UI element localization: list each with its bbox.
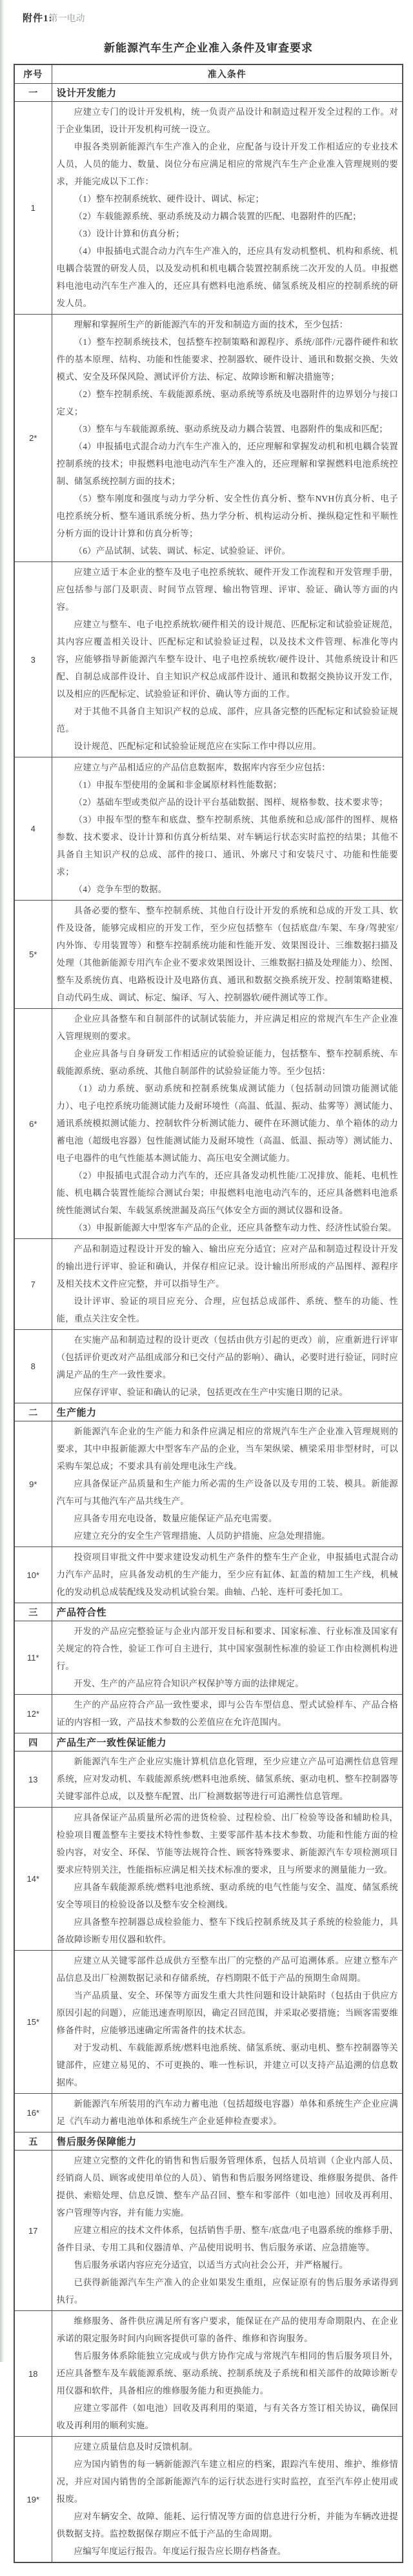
paragraph: 应建立充分的安全生产管理措施、人员防护措施、应急处理措施。 [74, 1531, 330, 1541]
table-header-condition: 准入条件 [52, 64, 403, 84]
item-row [14, 102, 403, 315]
watermark-text: 第一电动 [48, 14, 85, 24]
item-row [14, 1421, 403, 1547]
paragraph: 具备必要的整车、整车控制系统、其他自行设计开发的系统和总成的开发工具、软件及设备，能够完成相应的开发工作，至少应包括整车（包括底盘/车架、车身/驾驶室/内外饰、专用装置等）和整车控制系统功能和性能开发、效果图设计、三维数据扫描及处理（其他新能源专用汽车企业不要求效果图设计、三维数据扫描及处理能力）、绘图、整车及系统仿真、电路板设计及电路仿真、通讯和数据交换系统开发、控制策略建模、自动代码生成、调试、标定、编译、写入、控制器软/硬件测试等工作。 [56, 906, 398, 1002]
row-content [52, 315, 403, 562]
row-content [52, 1621, 403, 1695]
paragraph: 应建立零部件（如电池）回收及再利用的渠道，与有关各方签订相关协议，确保回收及再利用的顺利实施。 [56, 2403, 398, 2430]
paragraph: 应具备专用充电设备，数量应能保证产品充电需要。 [74, 1514, 277, 1523]
item-row [14, 1951, 403, 2094]
paragraph: 对于发动机、车载能源系统/燃料电池系统、储氢系统、驱动电机、整车控制器等关键部件，应建立易见的、不可更换的、唯一性标识，并建立可以支持产品追溯的信息数据库。 [56, 2043, 398, 2087]
paragraph: 新能源汽车企业的生产能力和条件应满足相应的常规汽车生产企业准入管理规则的要求，其中申报新能源大中型客车产品的企业，当车架纵梁、横梁采用非型材时，可以采购车架总成；不要求具有前处理电泳生产线。 [56, 1427, 398, 1471]
paragraph: 新能源汽车所装用的汽车动力蓄电池（包括超级电容器）单体和系统生产企业应满足《汽车动力蓄电池单体和系统生产企业延伸检查要求》。 [56, 2099, 398, 2126]
paragraph: （3）申报车型的整车和底盘、整车控制系统、其他系统和总成/部件的图样、规格参数、技术要求、设计计算和仿真分析结果、对车辆运行状态实时监控的结果；其他不具备自主知识产权的总成、部件的接口、通讯、外廓尺寸和安装尺寸、功能和性能要求； [56, 815, 398, 877]
row-content [52, 102, 403, 315]
paragraph: 售后服务承诺内容应充分适宜，以适当方式向社会公开，并严格履行。 [74, 2260, 348, 2270]
row-number: 1 [14, 102, 52, 315]
row-content: 售后服务保障能力 [52, 2132, 403, 2151]
row-number: 3 [14, 562, 52, 757]
section-row [14, 2132, 403, 2151]
row-content [52, 1751, 403, 1808]
paragraph: 应编写年度运行报告。年度运行报告应长期存档备查。 [74, 2546, 287, 2556]
item-row [14, 1330, 403, 1403]
row-number: 二 [14, 1403, 52, 1421]
paragraph: （2）基础车型或类似产品的设计平台基础数据、图样、规格参数、技术要求等； [74, 797, 388, 807]
section-row [14, 1403, 403, 1421]
section-row [14, 84, 403, 102]
row-number: 三 [14, 1603, 52, 1621]
paragraph: 当产品质量、安全、环保等方面发生重大共性问题和设计缺陷时（包括由于供应方原因引起的问题），应能迅速查明原因，确定召回范围，并采取必要措施；当顾客需要维修备件时，应能够迅速确定所需备件的技术状态。 [56, 1991, 398, 2035]
paragraph: （3）申报新能源大中型客车产品的企业，还应具备整车动力性、经济性试验台架。 [74, 1223, 397, 1233]
row-number: 6* [14, 1009, 52, 1239]
paragraph: （1）动力系统、驱动系统和控制系统集成测试能力（包括制动回馈功能测试能力）、电子电控系统功能测试能力及耐环境性（高温、低温、振动、盐雾等）测试能力、通讯系统模拟测试能力、控制软件分析测试能力、硬件在环测试能力、单个箱体的动力蓄电池（超级电容器）包性能测试能力及耐环境性（高温、低温、振动等）测试能力、电子电器件的电气性能基本测试能力、高压电安全测试能力。 [56, 1084, 398, 1163]
item-row [14, 2151, 403, 2311]
paragraph: （6）产品试制、试装、调试、标定、试验验证、评价。 [74, 546, 291, 556]
item-row [14, 1808, 403, 1951]
row-number: 16* [14, 2094, 52, 2132]
table-header-no: 序号 [14, 64, 52, 84]
paragraph: 应建立完整的文件化的销售和售后服务管理体系，包括人员培训（企业内部人员、经销商人员、顾客或使用单位的人员）、销售和售后服务网络建设、维修服务提供、备件提供、索赔处理、信息反馈、整车产品召回、整车和零部件（如电池）回收及再利用、客户管理等内容，并有能力实施。 [56, 2156, 398, 2218]
item-row [14, 901, 403, 1009]
row-content [52, 1695, 403, 1733]
item-row [14, 1621, 403, 1695]
row-content [52, 901, 403, 1009]
paragraph: （3）整车与车载能源系统、驱动系统及动力耦合装置、电器附件的集成和匹配； [74, 424, 388, 434]
paragraph: 应具备整车控制器总成检验能力、整车下线后控制系统及其子系统的检验能力，具备故障诊断专用仪器和软件。 [56, 1917, 398, 1944]
row-content [52, 2151, 403, 2311]
attachment-header [14, 12, 403, 28]
paragraph: 售后服务体系除能独立完成或与供方协作完成与常规汽车相同的售后服务项目外，还应具备整车及车载能源系统、驱动系统、控制系统及子系统和相关部件的故障诊断专用仪器和软件，具备相应的维修服务能力和更换能力。 [56, 2351, 398, 2395]
page-title: 新能源汽车生产企业准入条件及审查要求 [104, 42, 313, 54]
paragraph: 应建立与产品相适应的产品信息数据库，数据库内容至少应包括： [74, 763, 330, 772]
paragraph: 申报各类别新能源汽车生产准入的企业，应配备与设计开发工作相适应的专业技术人员，人员的能力、数量、岗位分布应满足相应的常规汽车生产企业准入管理规则的要求，并能完成以下工作： [56, 142, 398, 186]
row-number: 一 [14, 84, 52, 102]
paragraph: 企业应具备与自身研发工作相适应的试验验证能力，包括整车、整车控制系统、车载能源系统、驱动系统、其他自制部件的试验验证能力等。至少包括： [56, 1049, 398, 1076]
paragraph: （4）申报插电式混合动力汽车生产准入的，还应理解和掌握发动机和机电耦合装置控制系统的技术；申报燃料电池电动汽车生产准入的，还应理解和掌握燃料电池系统控制、储氢系统控制方面的技术； [56, 442, 398, 486]
row-number: 18 [14, 2311, 52, 2437]
row-number: 11* [14, 1621, 52, 1695]
paragraph: 生产的产品应符合产品一致性要求，即与公告车型信息、型式试验样车、产品合格证的内容相一致，产品技术参数的公差值应在允许范围内。 [56, 1700, 398, 1727]
row-number: 五 [14, 2132, 52, 2151]
row-content [52, 1330, 403, 1403]
paragraph: （2）车载能源系统、驱动系统及动力耦合装置的匹配、电器附件的匹配； [74, 211, 361, 221]
paragraph: （1）整车控制系统软、硬件设计、调试、标定； [74, 194, 265, 204]
paragraph: 应建立专门的设计开发机构，统一负责产品设计和制造过程开发全过程的工作。对于企业集团，设计开发机构可统一设立。 [56, 107, 398, 134]
row-number: 12* [14, 1695, 52, 1733]
paragraph: 开发的产品应完整验证与企业内部开发目标和要求、国家标准、行业标准及国家有关规定的符合性，验证工作可自主进行，其中国家强制性标准的验证工作由检测机构进行。 [56, 1626, 398, 1671]
row-content [52, 2311, 403, 2437]
paragraph: （2）申报插电式混合动力汽车的，还应具备发动机性能/工况排放、能耗、电机性能、机电耦合装置性能综合测试台架；申报燃料电池电动汽车的，还应具备燃料电池系统性能测试台架、车载氢系统泄漏及高压气体安全方面的测试仪器和设备。 [56, 1171, 398, 1215]
item-row [14, 1751, 403, 1808]
paragraph: （5）整车刚度和强度与动力学分析、安全性仿真分析、整车NVH仿真分析、电子电控系统分析、整车通讯系统分析、热力学分析、机构运动分析、操纵稳定性和平顺性分析方面的设计计算和仿真分析等； [56, 494, 398, 538]
scan-page-edge [0, 0, 5, 2362]
row-content: 产品符合性 [52, 1603, 403, 1621]
row-number: 8 [14, 1330, 52, 1403]
paragraph: 已获得新能源汽车生产准入的企业如果发生重组，应保证原有的售后服务承诺得到执行。 [56, 2278, 398, 2305]
row-content [52, 562, 403, 757]
item-row [14, 315, 403, 562]
row-number: 19* [14, 2437, 52, 2563]
row-content [52, 1421, 403, 1547]
row-number: 5* [14, 901, 52, 1009]
row-content [52, 1951, 403, 2094]
paragraph: 应建立质量信息及时反馈机制。 [74, 2442, 198, 2452]
row-content [52, 1009, 403, 1239]
paragraph: （1）申报车型使用的金属和非金属原材料性能数据； [74, 780, 282, 790]
row-number: 15* [14, 1951, 52, 2094]
attachment-label: 附件1: [23, 14, 53, 24]
item-row [14, 1547, 403, 1603]
paragraph: 应具备车载能源系统/燃料电池系统、驱动系统的电气性能与安全、温度、储氢系统安全等项目的检验设备以及整车安全检测线。 [56, 1882, 398, 1909]
paragraph: 应建立与整车、电子电控系统软/硬件相关的设计规范、匹配标定和试验验证规范，其内容应覆盖相关设计、匹配标定和试验验证过程，以及技术文件管理、标准化等内容，应能够指导新能源汽车整车设计、电子电控系统软/硬件设计、其他系统设计和匹配、自制总成部件设计、自主知识产权总成部件设计、通讯和数据交换协议开发工作，以及相应的匹配标定、试验验证和评价、确认等方面的工作。 [56, 620, 398, 699]
paragraph: 在实施产品和制造过程的设计更改（包括由供方引起的更改）前，应重新进行评审（包括评价更改对产品组成部分和已交付产品的影响）、确认，必要时进行验证，同时应满足产品的生产一致性要求。 [56, 1335, 398, 1380]
paragraph: 应建立相应的技术文件体系，包括销售手册、整车/底盘/电子电器系统的维修手册、备件目录、专用工具和仪器清单、产品使用说明书、售后服务承诺、应急措施等。 [56, 2225, 398, 2252]
paragraph: 投资项目审批文件中要求建设发动机生产条件的整车生产企业，申报插电式混合动力汽车产品时，应具备发动机的生产能力，至少应有缸体、缸盖的精加工生产线，机械化的发动机总成装配线及发动机试验台架。曲轴、凸轮、连杆可委托加工。 [56, 1552, 398, 1597]
section-row [14, 1603, 403, 1621]
paragraph: 产品和制造过程设计开发的输入、输出应充分适宜；应对产品和制造过程设计开发的输出进行评审、验证和确认，并保存相应记录。设计输出所形成的产品图样、源程序及相关技术文件应完整，并可以指导生产。 [56, 1244, 398, 1289]
item-row [14, 1009, 403, 1239]
row-content: 设计开发能力 [52, 84, 403, 102]
row-number: 13 [14, 1751, 52, 1808]
table-body [14, 84, 403, 2563]
paragraph: 新能源汽车生产企业应实施计算机信息化管理，至少应建立产品可追溯性信息管理系统，应对发动机、车载能源系统/燃料电池系统、储氢系统、驱动电机、整车控制器等关键零部件总成，以及整车配置、出厂检测数据等进行可追溯性信息管理。 [56, 1757, 398, 1801]
item-row [14, 1695, 403, 1733]
item-row [14, 2094, 403, 2132]
row-content [52, 1808, 403, 1951]
row-number: 10* [14, 1547, 52, 1603]
paragraph: 理解和掌握所生产的新能源汽车的开发和制造方面的技术，至少包括： [74, 320, 348, 329]
paragraph: 应建立从关键零部件总成供方至整车出厂的完整的产品可追溯体系。应建立整车产品信息及出厂检测数据记录和存储系统，存档期限不低于产品的预期生命周期。 [56, 1956, 398, 1983]
item-row [14, 2437, 403, 2563]
row-content [52, 2437, 403, 2563]
row-content: 产品生产一致性保证能力 [52, 1733, 403, 1751]
row-number: 17 [14, 2151, 52, 2311]
paragraph: 应为国内销售的每一辆新能源汽车建立相应的档案，跟踪汽车使用、维护、维修情况，并应对国内销售的全部新能源汽车的运行状态进行实时监控，直至汽车停止使用或报废。 [56, 2459, 398, 2504]
table-header-row [14, 64, 403, 84]
section-row [14, 1733, 403, 1751]
row-content [52, 2094, 403, 2132]
row-content [52, 757, 403, 901]
paragraph: （2）整车控制系统、车载能源系统、驱动系统等系统及电器附件的边界划分与接口定义； [56, 389, 398, 416]
paragraph: 设计评审、验证的项目应充分、合理，应包括总成部件、系统、整车的功能、性能，重点关注安全性。 [56, 1296, 398, 1323]
paragraph: 开发、生产的产品应符合知识产权保护等方面的法律规定。 [74, 1679, 304, 1688]
row-number: 2* [14, 315, 52, 562]
paragraph: 对于其他不具备自主知识产权的总成、部件，应具备完整的匹配标定和试验验证规范。 [56, 707, 398, 734]
paragraph: （4）申报插电式混合动力汽车生产准入的，还应具有发动机整机、机构和系统、机电耦合装置的研发人员，以及发动机和机电耦合装置控制系统二次开发的人员。申报燃料电池电动汽车生产准入的，还应具有燃料电池系统、储氢系统及相应的控制系统的研发人员。 [56, 246, 398, 308]
row-content [52, 1239, 403, 1330]
access-requirements-table [14, 64, 403, 2563]
item-row [14, 562, 403, 757]
paragraph: 应建立适于本企业的整车及电子电控系统软、硬件开发工作流程和开发管理手册，应包括参与部门及职责、时间节点管理、输出物管理、评审、验证、确认等方面的内容。 [56, 567, 398, 612]
paragraph: （3）设计计算和仿真分析； [74, 229, 185, 239]
paragraph: （1）整车控制系统技术，包括整车控制策略和源程序、系统/部件/元器件硬件和软件的基本原理、结构、功能和性能要求、控制器软、硬件设计、通讯和数据交换、失效模式、安全及环保风险、测试评价方法、标定、故障诊断和解决措施等； [56, 337, 398, 382]
paragraph: 设计规范、匹配标定和试验验证规范应在实际工作中得以应用。 [74, 741, 322, 751]
paragraph: 应具备保证产品质量和生产能力所必需的生产设备以及专用的工装、模具。新能源汽车可与其他汽车产品共线生产。 [56, 1479, 398, 1506]
row-number: 14* [14, 1808, 52, 1951]
row-number: 四 [14, 1733, 52, 1751]
paragraph: 企业应具备整车和自制部件的试制试装能力，并应满足相应的常规汽车生产企业准入管理规则的要求。 [56, 1014, 398, 1041]
item-row [14, 757, 403, 901]
row-number: 9* [14, 1421, 52, 1547]
paragraph: （4）竞争车型的数据。 [74, 884, 167, 894]
row-number: 4 [14, 757, 52, 901]
item-row [14, 2311, 403, 2437]
paragraph: 应具备保证产品质量所必需的进货检验、过程检验、出厂检验等设备和辅助检具，检验项目覆盖整车主要技术特性参数、主要零部件基本技术参数、功能和性能方面的检验内容，对安全、环保、节能等法规符合性、顾客特殊要求、新能源汽车专项检测项目要求应特别关注，性能指标应满足相关技术标准的要求，且与所要求的测量能力一致。 [56, 1813, 398, 1875]
paragraph: 维修服务、备件供应满足所有客户要求，能保证在产品的使用寿命期限内、在企业承诺的限定服务时间内向顾客提供可靠的备件、维修和咨询服务。 [56, 2316, 398, 2343]
row-content [52, 1547, 403, 1603]
paragraph: 应保存评审、验证和确认的记录，包括更改在生产中实施日期的记录。 [74, 1387, 348, 1397]
row-content: 生产能力 [52, 1403, 403, 1421]
row-number: 7 [14, 1239, 52, 1330]
item-row [14, 1239, 403, 1330]
paragraph: 应对车辆安全、故障、能耗、运行情况等方面的信息进行分析，并能为车辆改进提供数据支持。监控数据保存期应不低于产品的生命周期。 [56, 2512, 398, 2539]
